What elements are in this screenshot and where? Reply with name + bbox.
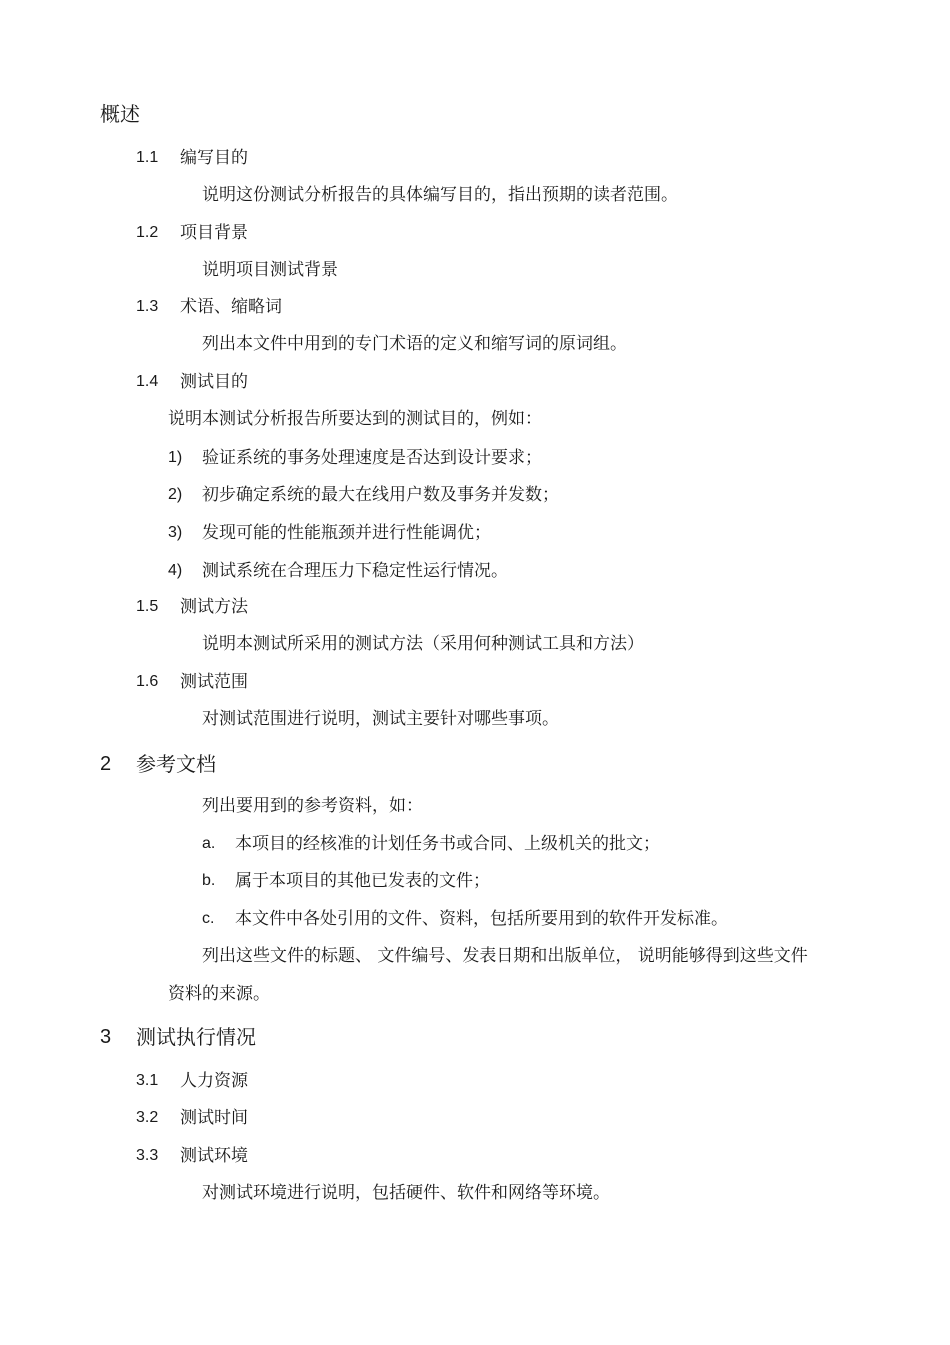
section-1-2-title: 项目背景	[180, 223, 248, 243]
section-1-2-body: 说明项目测试背景	[202, 260, 338, 280]
section-2-title: 参考文档	[136, 752, 216, 776]
section-1-5-body: 说明本测试所采用的测试方法（采用何种测试工具和方法）	[202, 634, 644, 654]
section-1-1-body: 说明这份测试分析报告的具体编写目的，指出预期的读者范围。	[202, 185, 678, 205]
section-1-6-title: 测试范围	[180, 672, 248, 692]
section-2-intro: 列出要用到的参考资料，如：	[202, 796, 423, 816]
section-3-2-title: 测试时间	[180, 1108, 248, 1128]
section-1-5-title: 测试方法	[180, 597, 248, 617]
list-item-number: 4)	[168, 562, 183, 579]
list-item-number: 2)	[168, 486, 183, 503]
section-3-3-body: 对测试环境进行说明，包括硬件、软件和网络等环境。	[202, 1183, 610, 1203]
list-item-text: 属于本项目的其他已发表的文件；	[235, 871, 490, 891]
list-item-text: 本文件中各处引用的文件、资料，包括所要用到的软件开发标准。	[235, 909, 728, 929]
section-1-3-body: 列出本文件中用到的专门术语的定义和缩写词的原词组。	[202, 334, 627, 354]
section-1-1-number: 1.1	[136, 149, 159, 166]
section-3-number: 3	[100, 1026, 112, 1048]
list-item-text: 测试系统在合理压力下稳定性运行情况。	[202, 561, 508, 581]
section-1-title: 概述	[100, 102, 140, 126]
section-3-2-number: 3.2	[136, 1109, 159, 1126]
list-item-text: 本项目的经核准的计划任务书或合同、上级机关的批文；	[235, 834, 660, 854]
list-item-number: a.	[202, 835, 216, 852]
section-2-paragraph-line-1: 列出这些文件的标题、 文件编号、发表日期和出版单位， 说明能够得到这些文件	[202, 946, 808, 966]
list-item-number: 3)	[168, 524, 183, 541]
list-item-number: 1)	[168, 449, 183, 466]
section-3-title: 测试执行情况	[136, 1025, 256, 1049]
section-1-4-title: 测试目的	[180, 372, 248, 392]
list-item-text: 初步确定系统的最大在线用户数及事务并发数；	[202, 485, 559, 505]
list-item-number: b.	[202, 872, 216, 889]
section-1-2-number: 1.2	[136, 224, 159, 241]
list-item-text: 验证系统的事务处理速度是否达到设计要求；	[202, 448, 542, 468]
section-1-3-title: 术语、缩略词	[180, 297, 282, 317]
section-1-3-number: 1.3	[136, 298, 159, 315]
section-1-6-number: 1.6	[136, 673, 159, 690]
section-1-1-title: 编写目的	[180, 148, 248, 168]
list-item-text: 发现可能的性能瓶颈并进行性能调优；	[202, 523, 491, 543]
section-2-paragraph-line-2: 资料的来源。	[168, 984, 270, 1004]
section-1-6-body: 对测试范围进行说明，测试主要针对哪些事项。	[202, 709, 559, 729]
section-1-4-number: 1.4	[136, 373, 159, 390]
section-1-4-intro: 说明本测试分析报告所要达到的测试目的，例如：	[168, 409, 542, 429]
list-item-number: c.	[202, 910, 215, 927]
section-3-3-number: 3.3	[136, 1147, 159, 1164]
section-1-5-number: 1.5	[136, 598, 159, 615]
section-3-1-number: 3.1	[136, 1072, 159, 1089]
section-2-number: 2	[100, 753, 112, 775]
section-3-1-title: 人力资源	[180, 1071, 248, 1091]
section-3-3-title: 测试环境	[180, 1146, 248, 1166]
